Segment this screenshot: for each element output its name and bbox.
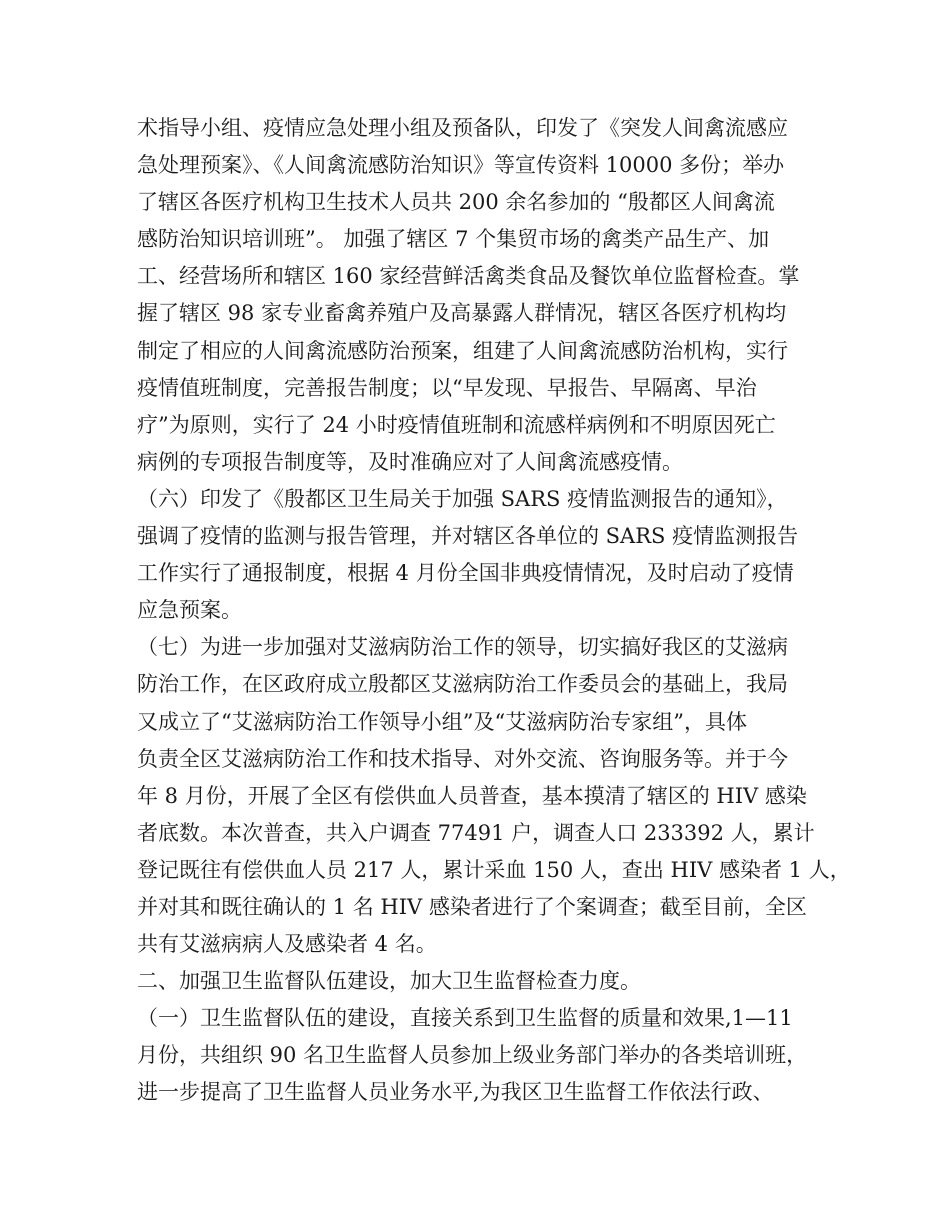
document-body [137,110,851,1112]
text-line: 疗”为原则，实行了 24 小时疫情值班制和流感样病例和不明原因死亡 [137,412,776,437]
text-line: 负责全区艾滋病防治工作和技术指导、对外交流、咨询服务等。并于今 [137,746,788,771]
text-line: 登记既往有偿供血人员 217 人，累计采血 150 人，查出 HIV 感染者 1 人， [137,857,851,882]
text-line: （六）印发了《殷都区卫生局关于加强 SARS 疫情监测报告的通知》， [137,486,788,511]
text-line: 年 8 月份，开展了全区有偿供血人员普查，基本摸清了辖区的 HIV 感染 [137,783,807,808]
text-line: 又成立了“艾滋病防治工作领导小组”及“艾滋病防治专家组”，具体 [137,709,747,734]
text-line: 握了辖区 98 家专业畜禽养殖户及高暴露人群情况，辖区各医疗机构均 [137,301,787,326]
text-line: 急处理预案》、《人间禽流感防治知识》等宣传资料 10000 多份；举办 [137,153,785,178]
text-line: 者底数。本次普查，共入户调查 77491 户，调查人口 233392 人，累计 [137,820,815,845]
text-line: 制定了相应的人间禽流感防治预案，组建了人间禽流感防治机构，实行 [137,338,788,363]
text-line: 进一步提高了卫生监督人员业务水平,为我区卫生监督工作依法行政、 [137,1080,774,1105]
text-line: 术指导小组、疫情应急处理小组及预备队，印发了《突发人间禽流感应 [137,116,788,140]
text-line: 疫情值班制度，完善报告制度；以“早发现、早报告、早隔离、早治 [137,375,757,400]
section-heading: 二、加强卫生监督队伍建设，加大卫生监督检查力度。 [137,969,641,994]
text-line: 工作实行了通报制度，根据 4 月份全国非典疫情情况，及时启动了疫情 [137,561,794,586]
text-line: 强调了疫情的监测与报告管理，并对辖区各单位的 SARS 疫情监测报告 [137,524,799,549]
text-line: 应急预案。 [137,598,242,623]
text-line: 月份，共组织 90 名卫生监督人员参加上级业务部门举办的各类培训班， [137,1043,808,1068]
text-line: 防治工作，在区政府成立殷都区艾滋病防治工作委员会的基础上，我局 [137,672,788,697]
text-line: （一）卫生监督队伍的建设，直接关系到卫生监督的质量和效果,1—11 [137,1006,793,1031]
text-line: 感防治知识培训班”。 加强了辖区 7 个集贸市场的禽类产品生产、加 [137,227,770,252]
text-line: 并对其和既往确认的 1 名 HIV 感染者进行了个案调查；截至目前，全区 [137,894,807,919]
text-line: 病例的专项报告制度等，及时准确应对了人间禽流感疫情。 [137,449,683,474]
text-line: 共有艾滋病病人及感染者 4 名。 [137,932,437,957]
text-line: 了辖区各医疗机构卫生技术人员共 200 余名参加的 “殷都区人间禽流 [137,190,775,215]
text-line: 工、经营场所和辖区 160 家经营鲜活禽类食品及餐饮单位监督检查。掌 [137,264,800,289]
text-line: （七）为进一步加强对艾滋病防治工作的领导，切实搞好我区的艾滋病 [137,635,788,660]
